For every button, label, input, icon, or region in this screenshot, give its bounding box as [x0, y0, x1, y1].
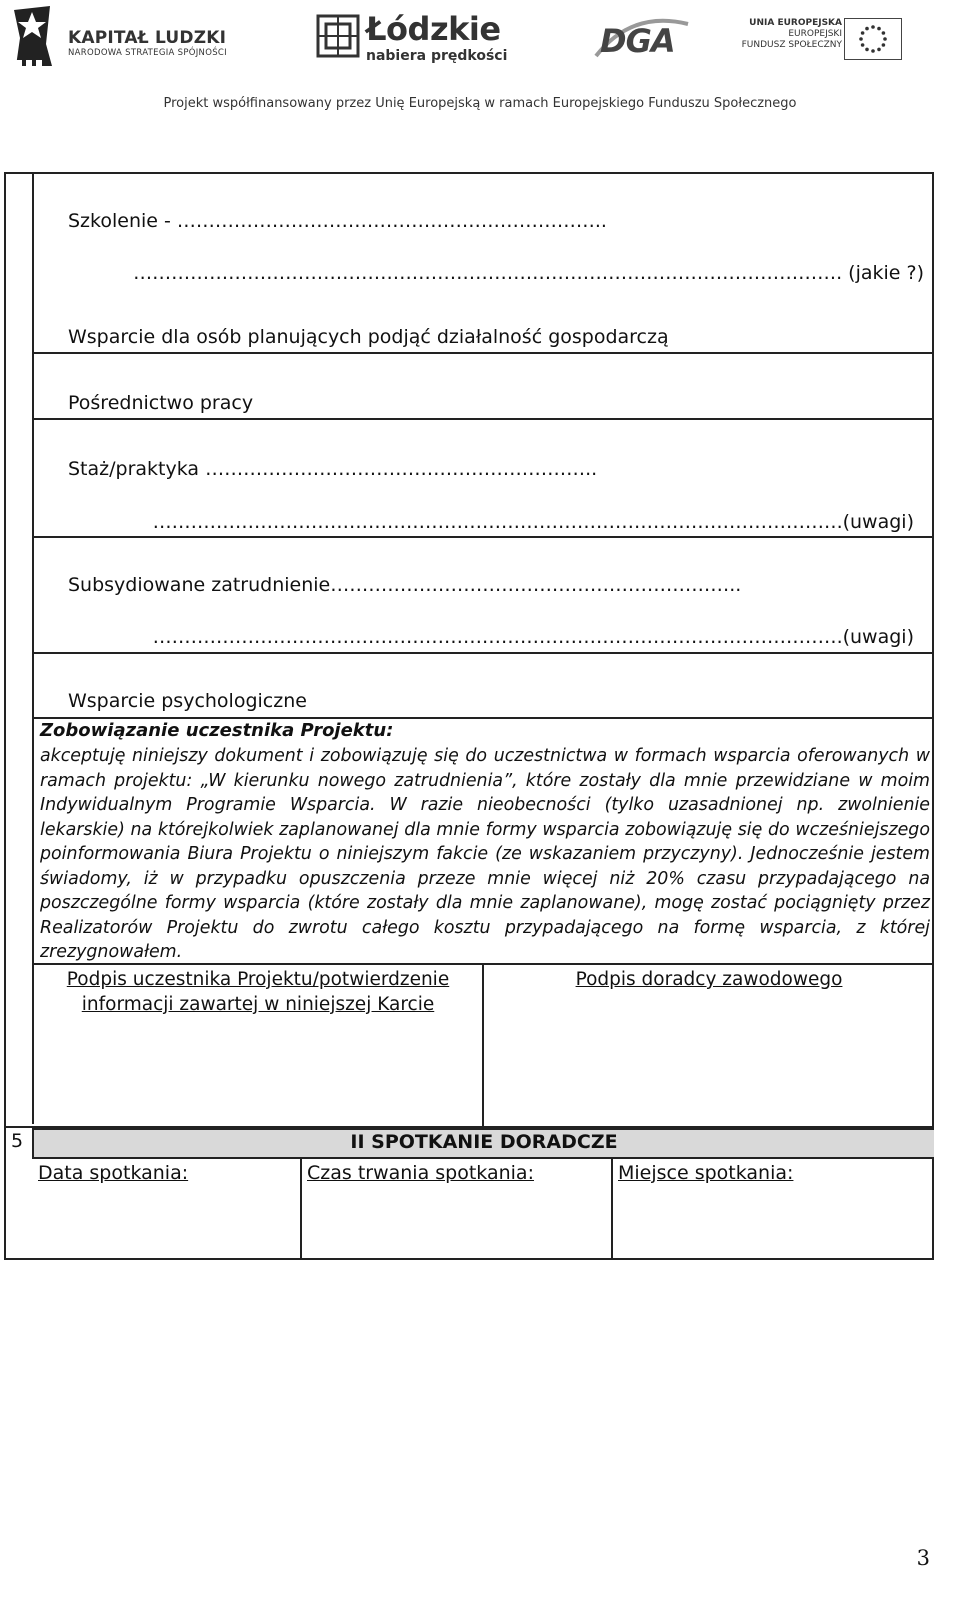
commitment-title: Zobowiązanie uczestnika Projektu: [40, 720, 394, 741]
kapital-ludzki-logo [10, 4, 240, 74]
lodzkie-title: Łódzkie [366, 10, 501, 48]
meeting-divider-1 [300, 1158, 302, 1260]
section-number: 5 [11, 1130, 24, 1152]
participant-signature-line2: informacji zawartej w niniejszej Karcie [81, 994, 435, 1015]
lodzkie-boat-icon [316, 14, 362, 60]
commitment-body: akceptuję niniejszy dokument i zobowiązuję się do uczestnictwa w formach wsparcia oferowanych w ramach projektu: „W kierunku nowego zatrudnienia”, które zostały dla mnie przewidziane w moim Indywidualnym Programie Wsparcia. W razie nieobecności (tylko uzasadnionej np. zwolnienie lekarskie) na którejkolwiek zaplanowanej dla mnie formy wsparcia zobowiązuję się do wcześniejszego poinformowania Biura Projektu o niniejszym fakcie (ze wskazaniem przyczyny). Jednocześnie jestem świadomy, iż w przypadku opuszczenia przeze mnie więcej niż 20% czasu przypadającego na poszczególne formy wsparcia (które zostały dla mnie zaplanowane), mogę zostać pociągnięty przez Realizatorów Projektu do zwrotu całego kosztu przypadającego na formę wsparcia, z której zrezygnowałem. [40, 746, 930, 962]
option-subsydiowane: Subsydiowane zatrudnienie……………………………………………………….. [68, 574, 742, 596]
meeting-duration-label: Czas trwania spotkania: [307, 1162, 534, 1184]
row-divider [34, 418, 934, 420]
row-divider [34, 536, 934, 538]
kapital-ludzki-subtitle: NARODOWA STRATEGIA SPÓJNOŚCI [68, 48, 227, 58]
option-wsparcie-dzialalnosc: Wsparcie dla osób planujących podjąć działalność gospodarczą [68, 326, 669, 348]
option-staz-details: ……………………………………………………………………………………………….(uwagi) [152, 511, 914, 533]
meeting-divider-2 [611, 1158, 613, 1260]
eu-line3: FUNDUSZ SPOŁECZNY [741, 40, 842, 50]
eu-flag-icon [844, 18, 902, 60]
dga-title: DGA [600, 22, 675, 60]
meeting-date-label: Data spotkania: [38, 1162, 189, 1184]
dga-logo [592, 16, 692, 66]
option-szkolenie: Szkolenie - ………………………………………………………….. [68, 210, 607, 232]
option-posrednictwo: Pośrednictwo pracy [68, 392, 254, 414]
lodzkie-subtitle: nabiera prędkości [366, 48, 508, 64]
lodzkie-logo [316, 6, 516, 70]
row-divider [34, 963, 934, 965]
eu-line2: EUROPEJSKI [788, 29, 842, 39]
option-subsydiowane-details: ……………………………………………………………………………………………….(uwagi) [152, 626, 914, 648]
section-title: II SPOTKANIE DORADCZE [350, 1131, 618, 1153]
page-number: 3 [916, 1546, 930, 1570]
eu-text [742, 18, 842, 51]
kapital-ludzki-title: KAPITAŁ LUDZKI [68, 28, 227, 48]
row-divider [34, 652, 934, 654]
row-divider [34, 352, 934, 354]
advisor-signature-label: Podpis doradcy zawodowego [575, 969, 843, 990]
participant-signature-line1: Podpis uczestnika Projektu/potwierdzenie [66, 969, 450, 990]
cofinancing-note: Projekt współfinansowany przez Unię Europejską w ramach Europejskiego Funduszu Społecznego [163, 96, 797, 111]
row-divider [34, 717, 934, 719]
meeting-place-label: Miejsce spotkania: [618, 1162, 794, 1184]
participant-signature-label [34, 967, 482, 1017]
kapital-ludzki-emblem-icon [10, 4, 56, 70]
eu-line1: UNIA EUROPEJSKA [749, 18, 842, 28]
option-szkolenie-details: …………………………………………………………………………………………………. (jakie ?) [133, 262, 924, 284]
option-staz: Staż/praktyka …………………………………………………….. [68, 458, 598, 480]
eu-logo [741, 18, 928, 68]
option-wsparcie-psych: Wsparcie psychologiczne [68, 690, 307, 712]
